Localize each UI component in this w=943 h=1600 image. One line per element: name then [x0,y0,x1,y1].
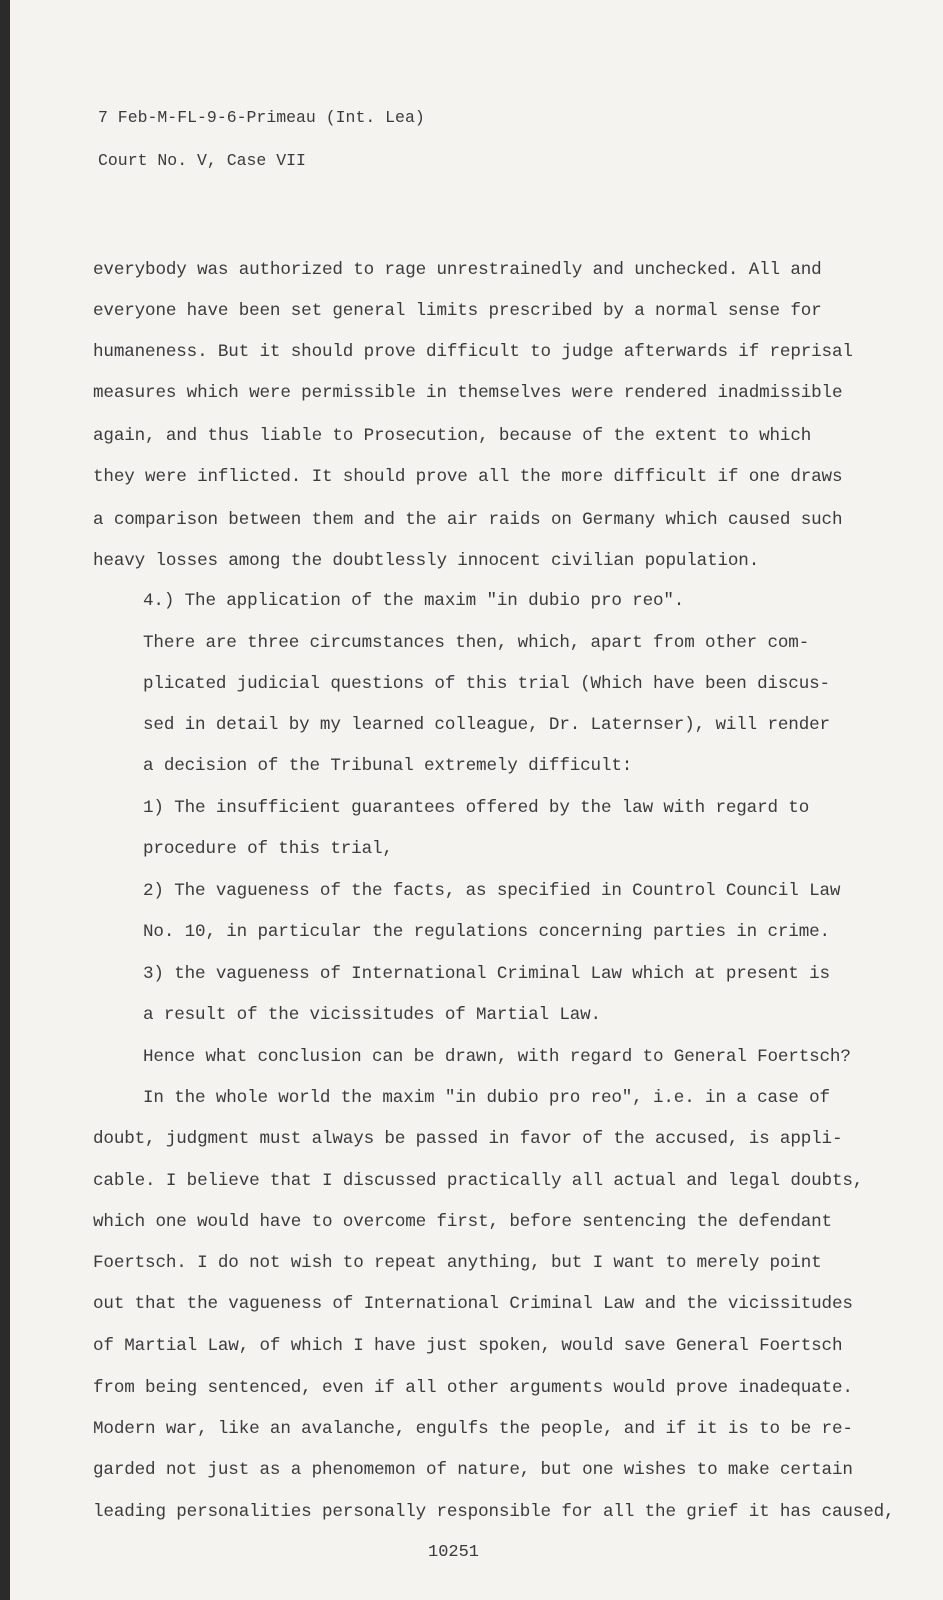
list-item: 3) the vagueness of International Criminal Law which at present is [143,964,830,984]
body-line: of Martial Law, of which I have just spoken, would save General Foertsch [93,1336,843,1356]
body-line: plicated judicial questions of this trial (Which have been discus- [143,674,830,694]
list-item: procedure of this trial, [143,839,393,859]
section-heading: 4.) The application of the maxim "in dubio pro reo". [143,591,685,611]
body-line: Hence what conclusion can be drawn, with regard to General Foertsch? [143,1047,851,1067]
body-line: garded not just as a phenomemon of nature, but one wishes to make certain [93,1460,853,1480]
body-line: everybody was authorized to rage unrestrainedly and unchecked. All and [93,260,822,280]
body-line: In the whole world the maxim "in dubio pro reo", i.e. in a case of [143,1088,830,1108]
body-line: cable. I believe that I discussed practically all actual and legal doubts, [93,1171,864,1191]
body-line: humaneness. But it should prove difficult to judge afterwards if reprisal [93,342,853,362]
body-line: which one would have to overcome first, before sentencing the defendant [93,1212,832,1232]
body-line: leading personalities personally responsible for all the grief it has caused, [93,1502,895,1522]
list-item: a result of the vicissitudes of Martial Law. [143,1005,601,1025]
body-line: sed in detail by my learned colleague, Dr. Laternser), will render [143,715,830,735]
page-number: 10251 [428,1543,480,1562]
list-item: No. 10, in particular the regulations concerning parties in crime. [143,922,830,942]
body-line: out that the vagueness of International Criminal Law and the vicissitudes [93,1294,853,1314]
body-line: from being sentenced, even if all other arguments would prove inadequate. [93,1378,853,1398]
body-line: There are three circumstances then, which, apart from other com- [143,633,810,653]
body-line: heavy losses among the doubtlessly innocent civilian population. [93,551,760,571]
body-line: doubt, judgment must always be passed in favor of the accused, is appli- [93,1129,843,1149]
body-line: Foertsch. I do not wish to repeat anything, but I want to merely point [93,1253,822,1273]
body-line: Modern war, like an avalanche, engulfs the people, and if it is to be re- [93,1419,853,1439]
list-item: 1) The insufficient guarantees offered by the law with regard to [143,798,810,818]
body-line: again, and thus liable to Prosecution, because of the extent to which [93,426,812,446]
list-item: 2) The vagueness of the facts, as specified in Countrol Council Law [143,881,841,901]
scan-edge [0,0,10,1600]
body-line: measures which were permissible in themselves were rendered inadmissible [93,383,843,403]
body-line: a decision of the Tribunal extremely difficult: [143,756,633,776]
body-line: everyone have been set general limits prescribed by a normal sense for [93,301,822,321]
body-line: they were inflicted. It should prove all the more difficult if one draws [93,467,843,487]
body-line: a comparison between them and the air raids on Germany which caused such [93,510,843,530]
court-case-heading: Court No. V, Case VII [98,151,306,170]
document-reference: 7 Feb-M-FL-9-6-Primeau (Int. Lea) [98,108,425,127]
